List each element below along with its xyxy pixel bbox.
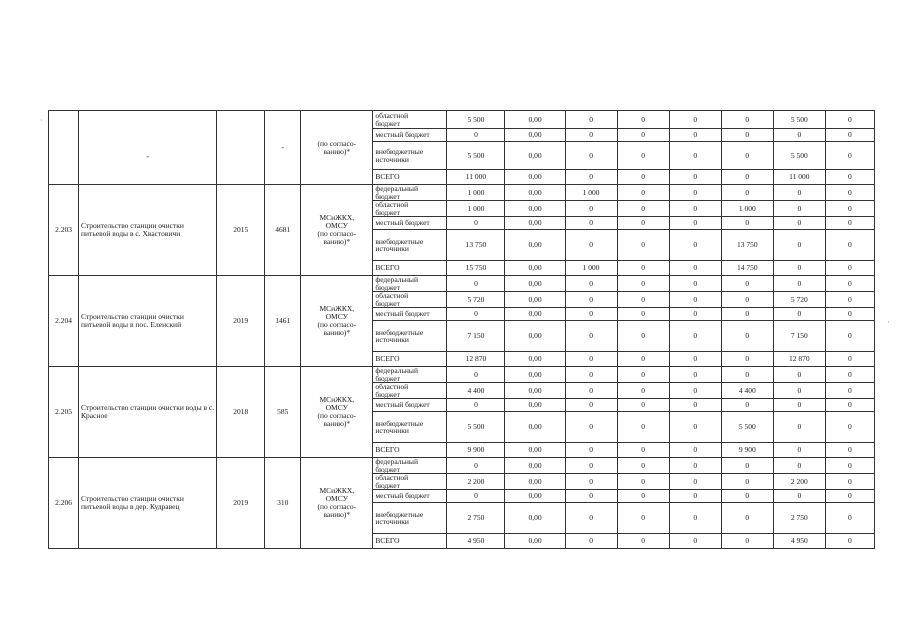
value-cell: 0 [721, 111, 773, 129]
value-cell: 0 [773, 230, 825, 261]
value-cell: 0 [565, 412, 617, 443]
value-cell: 0 [721, 170, 773, 185]
value-cell: 0 [565, 111, 617, 129]
value-cell: 0 [565, 308, 617, 321]
value-cell: 0 [447, 399, 505, 412]
value-cell: 0,00 [505, 111, 565, 129]
value-cell: 0,00 [505, 490, 565, 503]
value-cell: 0,00 [505, 474, 565, 490]
value-cell: 0 [721, 276, 773, 292]
value-cell: 5 500 [773, 111, 825, 129]
value-cell: 2 200 [773, 474, 825, 490]
value-cell: 0 [669, 185, 721, 201]
value-cell: 0 [825, 217, 874, 230]
value-cell: 0 [617, 230, 669, 261]
value-cell: 5 500 [447, 412, 505, 443]
table-row [49, 276, 875, 292]
value-cell: 5 720 [773, 292, 825, 308]
value-cell: 11 000 [447, 170, 505, 185]
funding-source-cell: федеральный бюджет [373, 185, 447, 201]
value-cell: 0 [617, 292, 669, 308]
value-cell: 5 500 [447, 142, 505, 170]
value-cell: 0 [721, 474, 773, 490]
value-cell: 0 [617, 534, 669, 549]
value-cell: 0 [669, 458, 721, 474]
value-cell: 0 [773, 367, 825, 383]
value-cell: 0 [617, 490, 669, 503]
year-cell: 2015 [217, 185, 265, 276]
value-cell: 0,00 [505, 443, 565, 458]
value-cell: 0,00 [505, 503, 565, 534]
value-cell: 0 [565, 490, 617, 503]
funding-source-cell: внебюджетные источники [373, 230, 447, 261]
value-cell: 1 000 [565, 185, 617, 201]
year-cell: 2019 [217, 458, 265, 549]
funding-source-cell: федеральный бюджет [373, 367, 447, 383]
capacity-cell: 1461 [265, 276, 301, 367]
value-cell: 5 720 [447, 292, 505, 308]
value-cell: 0,00 [505, 383, 565, 399]
value-cell: 0,00 [505, 217, 565, 230]
value-cell: 0 [773, 443, 825, 458]
value-cell: 0 [721, 503, 773, 534]
value-cell: 0 [617, 458, 669, 474]
funding-source-cell: ВСЕГО [373, 352, 447, 367]
value-cell: 0,00 [505, 534, 565, 549]
table-body [49, 111, 875, 549]
value-cell: 0 [565, 276, 617, 292]
value-cell: 0 [669, 129, 721, 142]
value-cell: 0 [565, 367, 617, 383]
value-cell: 0 [617, 201, 669, 217]
value-cell: 0,00 [505, 276, 565, 292]
value-cell: 0 [721, 142, 773, 170]
value-cell: 0 [721, 292, 773, 308]
value-cell: 0 [721, 129, 773, 142]
value-cell: 0 [447, 129, 505, 142]
value-cell: 12 870 [773, 352, 825, 367]
value-cell: 0 [565, 170, 617, 185]
value-cell: 0 [669, 276, 721, 292]
funding-source-cell: областной бюджет [373, 292, 447, 308]
project-name-cell [79, 111, 217, 185]
value-cell: 0 [617, 170, 669, 185]
value-cell: 0 [773, 201, 825, 217]
value-cell: 0 [617, 276, 669, 292]
value-cell: 4 400 [447, 383, 505, 399]
value-cell: 0 [669, 142, 721, 170]
value-cell: 0 [617, 474, 669, 490]
value-cell: 0,00 [505, 399, 565, 412]
value-cell: 0,00 [505, 201, 565, 217]
value-cell: 4 950 [773, 534, 825, 549]
value-cell: 0 [669, 443, 721, 458]
item-number-cell: 2.206 [49, 458, 79, 549]
value-cell: 0 [825, 308, 874, 321]
value-cell: 0 [617, 443, 669, 458]
value-cell: 0 [825, 321, 874, 352]
value-cell: 0 [825, 201, 874, 217]
project-name-cell: Строительство станции очистки питьевой воды в пос. Еленский [79, 276, 217, 367]
value-cell: 0 [565, 217, 617, 230]
table-row [49, 458, 875, 474]
value-cell: 0 [825, 261, 874, 276]
value-cell: 0 [721, 458, 773, 474]
value-cell: 0 [669, 503, 721, 534]
value-cell: 0,00 [505, 292, 565, 308]
dash-mark: - [281, 142, 285, 152]
item-number-cell: 2.204 [49, 276, 79, 367]
value-cell: 0 [773, 185, 825, 201]
item-number-cell [49, 111, 79, 185]
value-cell: 2 750 [447, 503, 505, 534]
value-cell: 0 [565, 399, 617, 412]
value-cell: 0 [669, 230, 721, 261]
value-cell: 0 [669, 474, 721, 490]
value-cell: 0 [669, 352, 721, 367]
value-cell: 0 [825, 443, 874, 458]
value-cell: 0 [825, 367, 874, 383]
value-cell: 0 [773, 129, 825, 142]
project-name-cell: Строительство станции очистки воды в с. Красное [79, 367, 217, 458]
funding-source-cell: внебюджетные источники [373, 321, 447, 352]
value-cell: 1 000 [447, 201, 505, 217]
value-cell: 9 900 [721, 443, 773, 458]
value-cell: 0 [565, 230, 617, 261]
item-number-cell: 2.203 [49, 185, 79, 276]
value-cell: 7 150 [447, 321, 505, 352]
value-cell: 0 [825, 230, 874, 261]
value-cell: 0 [825, 111, 874, 129]
margin-mark-left: · [40, 116, 43, 125]
value-cell: 0 [447, 308, 505, 321]
dash-mark: - [146, 150, 150, 161]
funding-source-cell: ВСЕГО [373, 443, 447, 458]
value-cell: 0 [565, 292, 617, 308]
value-cell: 0 [721, 308, 773, 321]
value-cell: 7 150 [773, 321, 825, 352]
value-cell: 0 [773, 261, 825, 276]
value-cell: 0 [773, 490, 825, 503]
value-cell: 0 [773, 276, 825, 292]
value-cell: 0,00 [505, 412, 565, 443]
funding-source-cell: областной бюджет [373, 383, 447, 399]
value-cell: 0,00 [505, 230, 565, 261]
value-cell: 0 [825, 185, 874, 201]
funding-source-cell: ВСЕГО [373, 170, 447, 185]
value-cell: 0 [617, 367, 669, 383]
funding-source-cell: местный бюджет [373, 490, 447, 503]
value-cell: 0 [825, 412, 874, 443]
value-cell: 0 [617, 352, 669, 367]
value-cell: 0 [669, 308, 721, 321]
value-cell: 0 [773, 412, 825, 443]
value-cell: 0 [721, 399, 773, 412]
value-cell: 0 [447, 276, 505, 292]
value-cell: 0 [617, 185, 669, 201]
funding-source-cell: федеральный бюджет [373, 276, 447, 292]
value-cell: 0 [669, 321, 721, 352]
value-cell: 0 [825, 142, 874, 170]
funding-source-cell: федеральный бюджет [373, 458, 447, 474]
funding-source-cell: ВСЕГО [373, 261, 447, 276]
value-cell: 0 [721, 367, 773, 383]
funding-source-cell: местный бюджет [373, 129, 447, 142]
value-cell: 11 000 [773, 170, 825, 185]
value-cell: 0 [721, 217, 773, 230]
value-cell: 0 [825, 458, 874, 474]
value-cell: 0 [617, 503, 669, 534]
project-name-cell: Строительство станции очистки питьевой воды в с. Хвастовичи [79, 185, 217, 276]
value-cell: 2 200 [447, 474, 505, 490]
value-cell: 0 [565, 201, 617, 217]
funding-source-cell: внебюджетные источники [373, 412, 447, 443]
value-cell: 0 [565, 321, 617, 352]
value-cell: 0 [447, 458, 505, 474]
value-cell: 0 [669, 534, 721, 549]
funding-source-cell: внебюджетные источники [373, 142, 447, 170]
value-cell: 0 [825, 503, 874, 534]
year-cell: 2019 [217, 276, 265, 367]
value-cell: 0 [721, 490, 773, 503]
value-cell: 0 [669, 217, 721, 230]
value-cell: 15 750 [447, 261, 505, 276]
responsible-cell: МСиЖКХ, ОМСУ (по согласо- ванию)* [301, 367, 373, 458]
value-cell: 0 [669, 490, 721, 503]
value-cell: 0 [447, 367, 505, 383]
value-cell: 0 [565, 474, 617, 490]
value-cell: 0,00 [505, 367, 565, 383]
value-cell: 14 750 [721, 261, 773, 276]
value-cell: 0,00 [505, 142, 565, 170]
value-cell: 0 [669, 367, 721, 383]
responsible-cell: МСиЖКХ, ОМСУ (по согласо- ванию)* [301, 185, 373, 276]
value-cell: 0,00 [505, 170, 565, 185]
value-cell: 0 [669, 383, 721, 399]
value-cell: 0,00 [505, 308, 565, 321]
responsible-cell: (по согласо- ванию)* [301, 111, 373, 185]
value-cell: 0 [565, 129, 617, 142]
funding-source-cell: областной бюджет [373, 474, 447, 490]
value-cell: 4 950 [447, 534, 505, 549]
table-row [49, 185, 875, 201]
value-cell: 0,00 [505, 129, 565, 142]
margin-mark-right: · [887, 318, 890, 327]
value-cell: 0,00 [505, 185, 565, 201]
value-cell: 0 [669, 261, 721, 276]
value-cell: 0 [617, 261, 669, 276]
funding-source-cell: ВСЕГО [373, 534, 447, 549]
year-cell [217, 111, 265, 185]
value-cell: 0 [669, 201, 721, 217]
value-cell: 1 000 [565, 261, 617, 276]
value-cell: 4 400 [721, 383, 773, 399]
value-cell: 1 000 [447, 185, 505, 201]
funding-source-cell: областной бюджет [373, 201, 447, 217]
value-cell: 0 [565, 443, 617, 458]
funding-source-cell: местный бюджет [373, 399, 447, 412]
value-cell: 0 [617, 321, 669, 352]
value-cell: 0 [565, 534, 617, 549]
value-cell: 0 [617, 308, 669, 321]
funding-source-cell: местный бюджет [373, 217, 447, 230]
value-cell: 0 [825, 129, 874, 142]
value-cell: 0 [825, 276, 874, 292]
value-cell: 0 [669, 412, 721, 443]
value-cell: 0,00 [505, 321, 565, 352]
value-cell: 0 [565, 352, 617, 367]
value-cell: 9 900 [447, 443, 505, 458]
value-cell: 0 [669, 170, 721, 185]
funding-table [48, 110, 875, 549]
value-cell: 0 [447, 217, 505, 230]
value-cell: 0 [773, 217, 825, 230]
value-cell: 5 500 [773, 142, 825, 170]
value-cell: 13 750 [447, 230, 505, 261]
funding-source-cell: областной бюджет [373, 111, 447, 129]
value-cell: 0 [669, 111, 721, 129]
funding-source-cell: внебюджетные источники [373, 503, 447, 534]
value-cell: 0 [825, 292, 874, 308]
value-cell: 0,00 [505, 352, 565, 367]
item-number-cell: 2.205 [49, 367, 79, 458]
funding-source-cell: местный бюджет [373, 308, 447, 321]
value-cell: 0 [721, 185, 773, 201]
value-cell: 0 [773, 308, 825, 321]
value-cell: 0 [617, 111, 669, 129]
value-cell: 0 [825, 474, 874, 490]
value-cell: 12 870 [447, 352, 505, 367]
value-cell: 0 [617, 142, 669, 170]
value-cell: 0 [617, 383, 669, 399]
value-cell: 2 750 [773, 503, 825, 534]
capacity-cell: 4681 [265, 185, 301, 276]
value-cell: 0 [617, 399, 669, 412]
value-cell: 0 [773, 458, 825, 474]
value-cell: 0 [721, 321, 773, 352]
value-cell: 0 [669, 292, 721, 308]
value-cell: 0 [773, 383, 825, 399]
value-cell: 0 [825, 490, 874, 503]
value-cell: 0 [825, 534, 874, 549]
value-cell: 0 [565, 383, 617, 399]
responsible-cell: МСиЖКХ, ОМСУ (по согласо- ванию)* [301, 458, 373, 549]
value-cell: 5 500 [447, 111, 505, 129]
responsible-cell: МСиЖКХ, ОМСУ (по согласо- ванию)* [301, 276, 373, 367]
value-cell: 0,00 [505, 458, 565, 474]
value-cell: 0 [721, 352, 773, 367]
value-cell: 0 [617, 217, 669, 230]
value-cell: 0 [721, 534, 773, 549]
value-cell: 0 [447, 490, 505, 503]
value-cell: 0 [825, 383, 874, 399]
table-row [49, 367, 875, 383]
value-cell: 0 [825, 170, 874, 185]
value-cell: 0 [565, 503, 617, 534]
value-cell: 1 000 [721, 201, 773, 217]
value-cell: 13 750 [721, 230, 773, 261]
value-cell: 0 [669, 399, 721, 412]
value-cell: 0 [825, 352, 874, 367]
table-row [49, 111, 875, 129]
value-cell: 0 [565, 458, 617, 474]
value-cell: 0 [825, 399, 874, 412]
capacity-cell [265, 111, 301, 185]
project-name-cell: Строительство станции очистки питьевой воды в дер. Кудравец [79, 458, 217, 549]
value-cell: 5 500 [721, 412, 773, 443]
capacity-cell: 310 [265, 458, 301, 549]
value-cell: 0,00 [505, 261, 565, 276]
value-cell: 0 [617, 129, 669, 142]
year-cell: 2018 [217, 367, 265, 458]
value-cell: 0 [565, 142, 617, 170]
value-cell: 0 [617, 412, 669, 443]
capacity-cell: 585 [265, 367, 301, 458]
value-cell: 0 [773, 399, 825, 412]
